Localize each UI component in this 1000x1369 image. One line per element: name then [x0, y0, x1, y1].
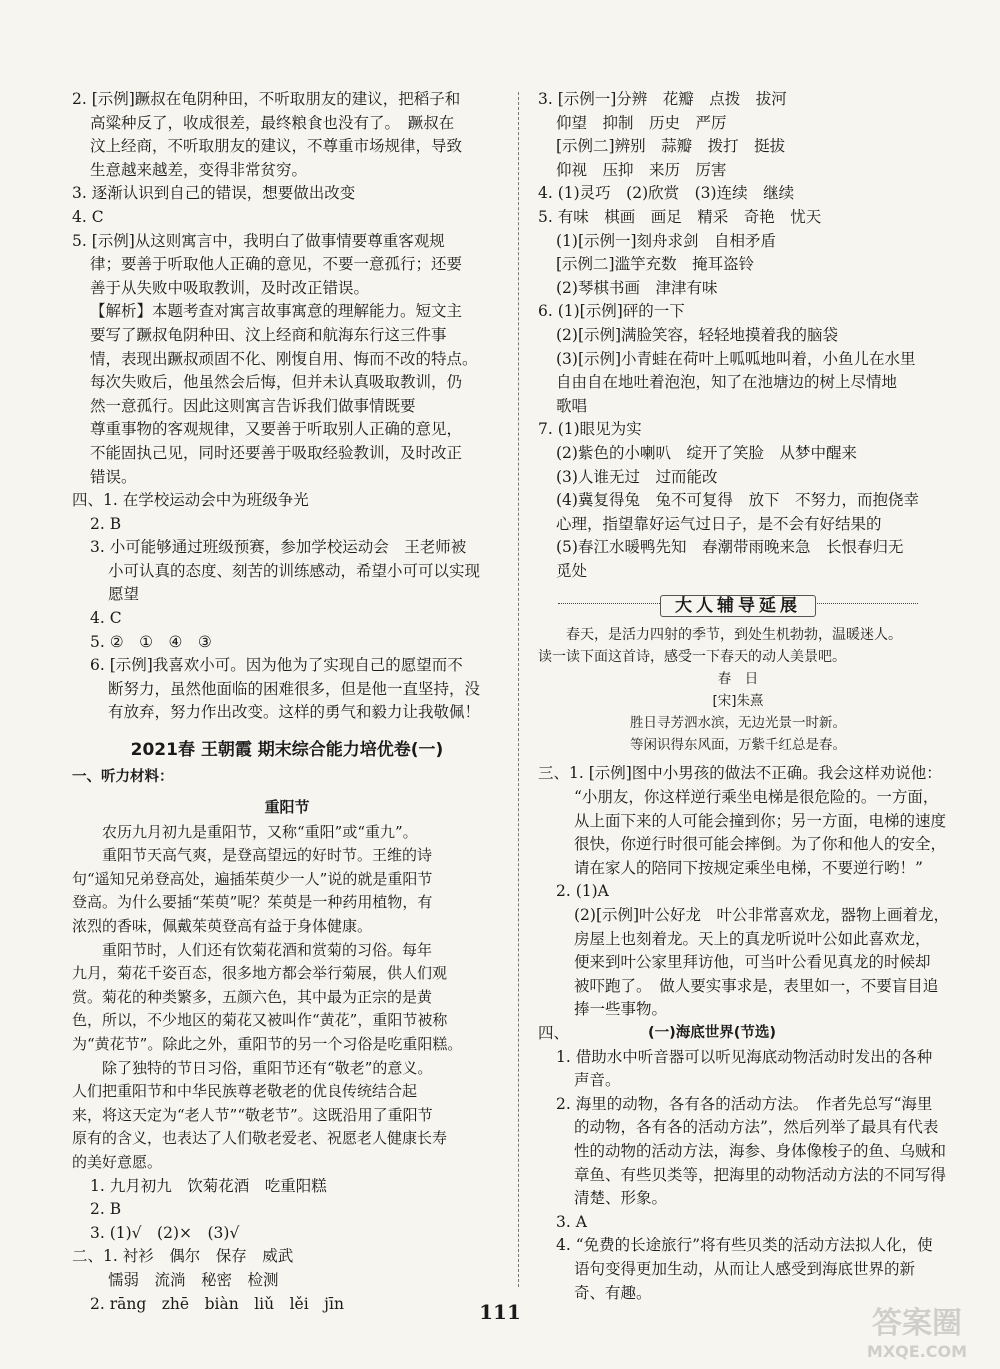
- text-line: 句“遥知兄弟登高处，遍插茱萸少一人”说的就是重阳节: [72, 869, 433, 888]
- text-line: 每次失败后，他虽然会后悔，但并未认真吸取教训，仍: [90, 373, 463, 392]
- text-line: 春天，是活力四射的季节，到处生机勃勃，温暖迷人。: [538, 627, 902, 644]
- text-line: 2. [示例]蹶叔在龟阴种田，不听取朋友的建议，把稻子和: [72, 90, 461, 108]
- text-line: 从上面下来的人可能会撞到你；另一方面，电梯的速度: [574, 811, 947, 830]
- text-line: 5. ② ① ④ ③: [90, 632, 212, 651]
- text-line: 要写了蹶叔龟阴种田、汶上经商和航海东行这三件事: [90, 325, 447, 344]
- text-line: 2. B: [90, 514, 122, 533]
- text-line: 赏。菊花的种类繁多，五颜六色，其中最为正宗的是黄: [72, 987, 433, 1006]
- text-line: (2)琴棋书画 津津有味: [556, 278, 718, 297]
- text-line: 小可认真的态度、刻苦的训练感动，希望小可可以实现: [108, 561, 481, 580]
- text-line: 请在家人的陪同下按规定乘坐电梯，不要逆行哟！”: [574, 858, 923, 877]
- text-line: 3. [示例一]分辨 花瓣 点拨 拔河: [538, 90, 787, 108]
- text-line: 为“黄花节”。除此之外，重阳节的另一个习俗是吃重阳糕。: [72, 1034, 463, 1053]
- text-line: “小朋友，你这样逆行乘坐电梯是很危险的。一方面，: [574, 788, 939, 807]
- text-line: 情，表现出蹶叔顽固不化、刚愎自用、悔而不改的特点。: [90, 349, 478, 368]
- text-line: 重阳节天高气爽，是登高望远的好时节。王维的诗: [72, 846, 433, 865]
- section-four-title: (一)海底世界(节选): [648, 1025, 777, 1041]
- text-line: 2. 海里的动物，各有各的活动方法。 作者先总写“海里: [556, 1094, 933, 1113]
- text-line: 很快，你逆行时很可能会摔倒。为了你和他人的安全，: [574, 835, 947, 854]
- text-line: 被吓跑了。 做人要实事求是，表里如一，不要盲目追: [574, 976, 939, 995]
- text-line: 有放弃，努力作出改变。这样的勇气和毅力让我敬佩！: [108, 703, 481, 722]
- text-line: (1)[示例一]刻舟求剑 自相矛盾: [556, 231, 777, 250]
- text-line: 3. A: [556, 1212, 587, 1231]
- text-line: (2)[示例]满脸笑容，轻轻地摸着我的脑袋: [556, 325, 839, 344]
- text-line: 仰视 压抑 来历 厉害: [556, 160, 727, 179]
- text-line: 色，所以，不少地区的菊花又被叫作“黄花”，重阳节被称: [72, 1011, 448, 1030]
- text-line: 高粱种反了，收成很差，最终粮食也没有了。 蹶叔在: [90, 113, 455, 132]
- text-line: 的美好意愿。: [72, 1152, 163, 1171]
- right-column: [538, 88, 950, 1305]
- text-line: 自由自在地吐着泡泡，知了在池塘边的树上尽情地: [556, 373, 898, 392]
- text-line: 4. “免费的长途旅行”将有些贝类的活动方法拟人化，使: [556, 1236, 933, 1255]
- text-line: 登高。为什么要插“茱萸”呢？茱萸是一种药用植物，有: [72, 893, 433, 912]
- text-line: 重阳节时，人们还有饮菊花酒和赏菊的习俗。每年: [72, 940, 433, 959]
- text-line: 4. (1)灵巧 (2)欣赏 (3)连续 继续: [538, 184, 795, 203]
- text-line: 断努力，虽然他面临的困难很多，但是他一直坚持，没: [108, 679, 481, 698]
- text-line: 声音。: [574, 1071, 621, 1090]
- story-text: [72, 821, 502, 1175]
- text-line: (5)春江水暖鸭先知 春潮带雨晚来急 长恨春归无: [556, 538, 904, 557]
- text-line: 除了独特的节日习俗，重阳节还有“敬老”的意义。: [72, 1058, 433, 1077]
- text-line: 6. [示例]我喜欢小可。因为他为了实现自己的愿望而不: [90, 656, 463, 675]
- text-line: 清楚、形象。: [574, 1189, 668, 1208]
- text-line: 浓烈的香味，佩戴茱萸登高有益于身体健康。: [72, 917, 373, 935]
- text-line: 2. B: [90, 1200, 122, 1219]
- text-line: 愿望: [108, 585, 140, 604]
- text-line: 2. rāng zhē biàn liǔ lěi jīn: [90, 1294, 344, 1313]
- column-divider: [518, 92, 519, 1287]
- text-line: 5. 有味 棋画 画足 精采 奇艳 忧天: [538, 207, 822, 226]
- text-line: 觅处: [556, 561, 588, 580]
- text-line: (3)[示例]小青蛙在荷叶上呱呱地叫着，小鱼儿在水里: [556, 349, 916, 368]
- watermark-logo: [842, 1299, 992, 1363]
- text-line: 律；要善于听取他人正确的意见，不要一意孤行；还要: [90, 255, 463, 274]
- text-line: 胜日寻芳泗水滨，无边光景一时新。: [630, 715, 846, 732]
- text-line: 5. [示例]从这则寓言中，我明白了做事情要尊重客观规: [72, 231, 445, 250]
- text-line: 捧一些事物。: [574, 1000, 668, 1019]
- text-line: 等闲识得东风面，万紫千红总是春。: [630, 737, 846, 754]
- text-line: 7. (1)眼见为实: [538, 420, 642, 439]
- text-line: 仰望 抑制 历史 严厉: [556, 113, 727, 132]
- text-line: (4)冀复得兔 兔不可复得 放下 不努力，而抱侥幸: [556, 491, 919, 510]
- extension-label: 大人辅导延展: [660, 595, 816, 617]
- poem-title: 春 日: [717, 671, 759, 688]
- text-line: 4. C: [72, 207, 104, 226]
- text-line: 懦弱 流淌 秘密 检测: [108, 1270, 279, 1289]
- text-line: 读一读下面这首诗，感受一下春天的动人美景吧。: [538, 649, 846, 666]
- text-line: 善于从失败中吸取教训，及时改正错误。: [90, 278, 370, 297]
- text-line: 2. (1)A: [556, 882, 609, 901]
- text-line: 性的动物的活动方法，海参、身体像梭子的鱼、乌贼和: [574, 1141, 947, 1160]
- text-line: 九月，菊花千姿百态，很多地方都会举行菊展，供人们观: [72, 964, 448, 983]
- text-line: 原有的含义，也表达了人们敬老爱老、祝愿老人健康长寿: [72, 1129, 448, 1148]
- text-line: (3)人谁无过 过而能改: [556, 467, 718, 486]
- left-column: [72, 88, 502, 1316]
- exam-title: 2021春 王朝霞 期末综合能力培优卷(一): [130, 740, 444, 761]
- right-answers-block-3: [538, 1046, 947, 1306]
- extension-heading: [538, 591, 938, 616]
- right-answers-block-1: [538, 88, 938, 583]
- text-line: 【解析】本题考查对寓言故事寓意的理解能力。短文主: [90, 302, 463, 321]
- story-title: 重阳节: [264, 797, 310, 816]
- text-line: 1. 九月初九 饮菊花酒 吃重阳糕: [90, 1176, 327, 1195]
- text-line: 房屋上也刻着龙。天上的真龙听说叶公如此喜欢龙，: [574, 929, 931, 948]
- text-line: 农历九月初九是重阳节，又称“重阳”或“重九”。: [72, 822, 418, 841]
- text-line: (2)[示例]叶公好龙 叶公非常喜欢龙，器物上画着龙，: [574, 906, 950, 925]
- watermark-bottom: MXQE.COM: [866, 1342, 968, 1361]
- text-line: 奇、有趣。: [574, 1283, 652, 1302]
- text-line: 尊重事物的客观规律，又要善于听取别人正确的意见，: [90, 420, 463, 439]
- poem-lines: [538, 712, 938, 756]
- text-line: 3. (1)√ (2)× (3)√: [90, 1223, 240, 1242]
- text-line: 4. C: [90, 609, 122, 628]
- text-line: 的动物，各有各的活动方法”，然后列举了最具有代表: [574, 1118, 939, 1137]
- text-line: 6. (1)[示例]砰的一下: [538, 302, 685, 321]
- page-number: 111: [479, 1300, 521, 1324]
- text-line: 三、1. [示例]图中小男孩的做法不正确。我会这样劝说他：: [538, 764, 942, 783]
- section-four-heading: [538, 1022, 938, 1046]
- text-line: 不能固执己见，同时还要善于吸取经验教训，及时改正: [90, 443, 463, 462]
- section-four-label: 四、: [538, 1024, 570, 1042]
- text-line: (2)紫色的小喇叭 绽开了笑脸 从梦中醒来: [556, 443, 857, 462]
- text-line: 四、1. 在学校运动会中为班级争光: [72, 491, 309, 510]
- text-line: [示例二]辨别 蒜瓣 拨打 挺拔: [556, 137, 786, 156]
- left-answers-block-1: [72, 88, 502, 725]
- text-line: 3. 逐渐认识到自己的错误，想要做出改变: [72, 184, 356, 203]
- right-answers-block-2: [538, 762, 950, 1022]
- text-line: 心理，指望靠好运气过日子，是不会有好结果的: [556, 514, 882, 533]
- text-line: 生意越来越差，变得非常贫穷。: [90, 160, 308, 179]
- watermark-top: 答案圈: [872, 1306, 962, 1341]
- listening-heading: 一、听力材料：: [72, 769, 174, 786]
- text-line: 然一意孤行。因此这则寓言告诉我们做事情既要: [90, 396, 416, 415]
- text-line: 人们把重阳节和中华民族尊老敬老的优良传统结合起: [72, 1082, 418, 1101]
- text-line: 3. 小可能够通过班级预赛，参加学校运动会 王老师被: [90, 538, 467, 557]
- extension-box: [538, 591, 938, 756]
- text-line: 歌唱: [556, 396, 588, 415]
- text-line: 1. 借助水中听音器可以听见海底动物活动时发出的各种: [556, 1047, 933, 1066]
- left-answers-block-2: [72, 1175, 502, 1317]
- extension-text: [538, 624, 938, 668]
- text-line: 错误。: [90, 467, 137, 486]
- text-line: [示例二]滥竽充数 掩耳盗铃: [556, 255, 755, 274]
- text-line: 语句变得更加生动，从而让人感受到海底世界的新: [574, 1259, 916, 1278]
- poem-author: [宋]朱熹: [712, 693, 764, 710]
- text-line: 来，将这天定为“老人节”“敬老节”。这既沿用了重阳节: [72, 1105, 433, 1124]
- text-line: 汶上经商，不听取朋友的建议，不尊重市场规律，导致: [90, 137, 463, 156]
- text-line: 章鱼、有些贝类等，把海里的动物活动方法的不同写得: [574, 1165, 947, 1184]
- text-line: 二、1. 衬衫 偶尔 保存 威武: [72, 1247, 294, 1266]
- text-line: 便来到叶公家里拜访他，可当叶公看见真龙的时候却: [574, 953, 931, 972]
